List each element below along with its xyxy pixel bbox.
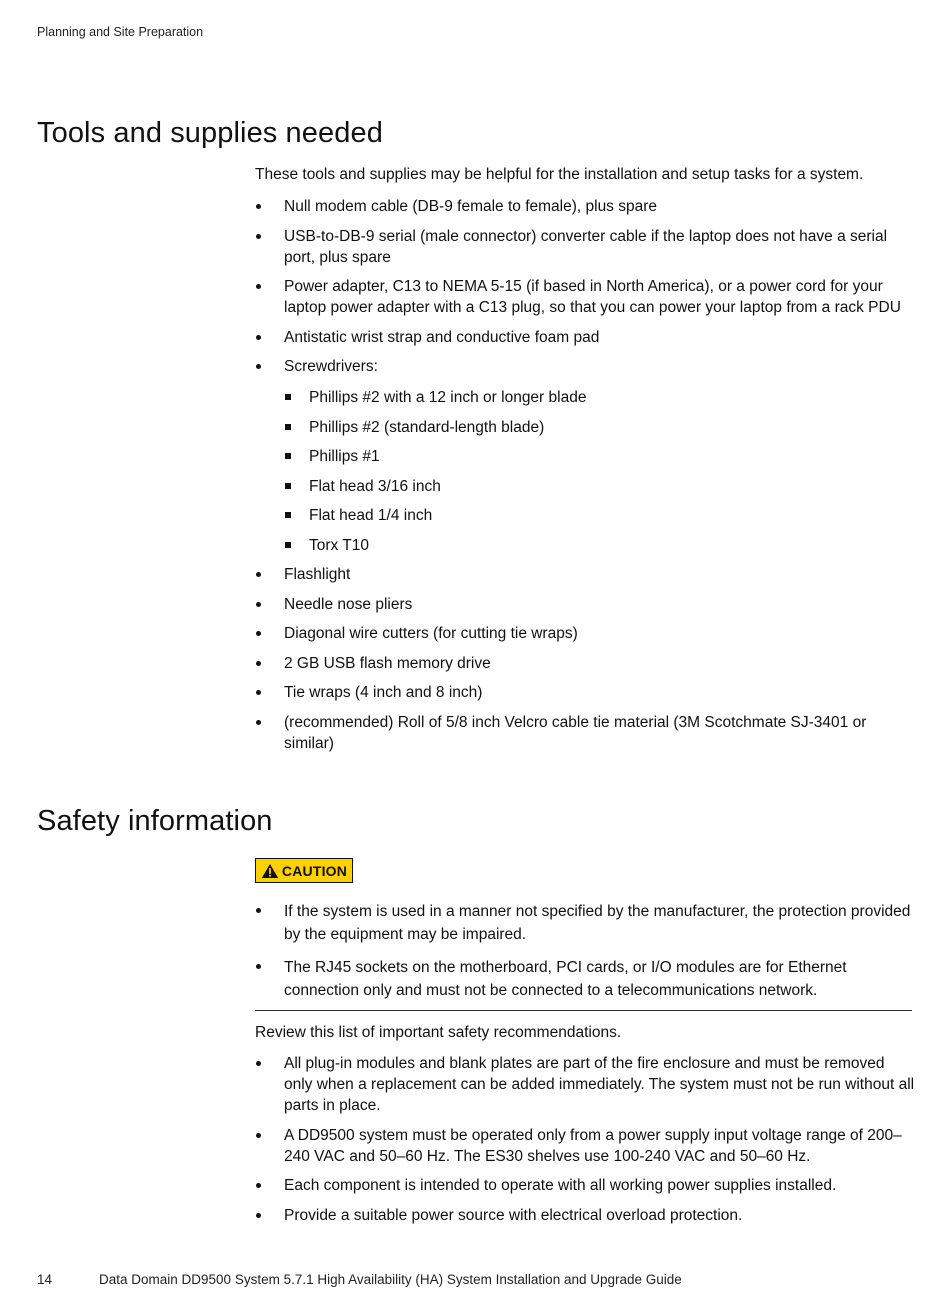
caution-item-text: The RJ45 sockets on the motherboard, PCI cards, or I/O modules are for Ethernet connection only and must not be connected to a telecommunications network. bbox=[284, 959, 847, 999]
caution-list bbox=[255, 900, 915, 1012]
sublist-item bbox=[284, 417, 915, 438]
list-item-text: Screwdrivers: bbox=[284, 358, 378, 375]
caution-divider bbox=[255, 1010, 912, 1011]
list-item bbox=[255, 712, 915, 754]
sublist-item-text: Flat head 1/4 inch bbox=[309, 507, 433, 524]
list-item-text: All plug-in modules and blank plates are part of the fire enclosure and must be removed only when a replacement can be added immediately. The system must not be run without all parts in place. bbox=[284, 1055, 915, 1114]
page-number: 14 bbox=[37, 1272, 53, 1287]
list-item-text: Provide a suitable power source with electrical overload protection. bbox=[284, 1206, 743, 1224]
list-item bbox=[255, 226, 915, 268]
tools-intro: These tools and supplies may be helpful for the installation and setup tasks for a system. bbox=[255, 166, 864, 183]
caution-item bbox=[255, 956, 915, 1002]
screwdriver-sublist bbox=[284, 387, 915, 556]
list-item-text: Diagonal wire cutters (for cutting tie wraps) bbox=[284, 625, 578, 642]
section-heading-tools: Tools and supplies needed bbox=[37, 117, 383, 149]
caution-badge bbox=[255, 858, 353, 883]
review-intro: Review this list of important safety recommendations. bbox=[255, 1024, 622, 1041]
list-item-text: Each component is intended to operate with all working power supplies installed. bbox=[284, 1177, 837, 1194]
list-item-text: A DD9500 system must be operated only from a power supply input voltage range of 200–240 VAC and 50–60 Hz. The ES30 shelves use 100-240 VAC and 50–60 Hz. bbox=[284, 1126, 902, 1165]
document-title: Data Domain DD9500 System 5.7.1 High Availability (HA) System Installation and Upgrade Guide bbox=[99, 1272, 682, 1287]
sublist-item bbox=[284, 535, 915, 556]
list-item bbox=[255, 682, 915, 703]
warning-triangle-icon bbox=[261, 863, 279, 879]
list-item-text: Needle nose pliers bbox=[284, 595, 413, 613]
running-header: Planning and Site Preparation bbox=[37, 25, 204, 39]
list-item bbox=[255, 276, 915, 318]
list-item bbox=[255, 196, 915, 217]
sublist-item-text: Phillips #2 with a 12 inch or longer blade bbox=[309, 389, 587, 406]
list-item bbox=[255, 327, 915, 348]
list-item bbox=[255, 1175, 915, 1196]
sublist-item-text: Flat head 3/16 inch bbox=[309, 477, 441, 495]
list-item-text: 2 GB USB flash memory drive bbox=[284, 654, 491, 672]
sublist-item-text: Torx T10 bbox=[309, 536, 370, 554]
sublist-item bbox=[284, 476, 915, 497]
list-item-text: Null modem cable (DB-9 female to female), plus spare bbox=[284, 198, 658, 215]
list-item-text: (recommended) Roll of 5/8 inch Velcro cable tie material (3M Scotchmate SJ-3401 or similar) bbox=[284, 713, 867, 752]
sublist-item bbox=[284, 387, 915, 408]
list-item-text: USB-to-DB-9 serial (male connector) converter cable if the laptop does not have a serial port, plus spare bbox=[284, 227, 888, 266]
list-item bbox=[255, 623, 915, 644]
safety-recommendations-list bbox=[255, 1053, 915, 1234]
list-item bbox=[255, 653, 915, 674]
sublist-item-text: Phillips #1 bbox=[309, 448, 380, 465]
tools-list bbox=[255, 196, 915, 762]
list-item-text: Tie wraps (4 inch and 8 inch) bbox=[284, 684, 483, 701]
caution-label: CAUTION bbox=[281, 862, 348, 879]
list-item-text: Power adapter, C13 to NEMA 5-15 (if based in North America), or a power cord for your laptop power adapter with a C13 plug, so that you can power your laptop from a rack PDU bbox=[284, 278, 901, 316]
list-item-screwdrivers bbox=[255, 356, 915, 556]
list-item bbox=[255, 1053, 915, 1116]
list-item bbox=[255, 1125, 915, 1167]
sublist-item bbox=[284, 505, 915, 526]
sublist-item bbox=[284, 446, 915, 467]
list-item bbox=[255, 564, 915, 585]
section-heading-safety: Safety information bbox=[37, 805, 273, 837]
list-item-text: Antistatic wrist strap and conductive foam pad bbox=[284, 328, 600, 346]
caution-item-text: If the system is used in a manner not specified by the manufacturer, the protection provided by the equipment may be impaired. bbox=[284, 903, 911, 943]
list-item bbox=[255, 1205, 915, 1226]
sublist-item-text: Phillips #2 (standard-length blade) bbox=[309, 418, 545, 436]
caution-item bbox=[255, 900, 915, 946]
list-item-text: Flashlight bbox=[284, 566, 351, 583]
list-item bbox=[255, 594, 915, 615]
